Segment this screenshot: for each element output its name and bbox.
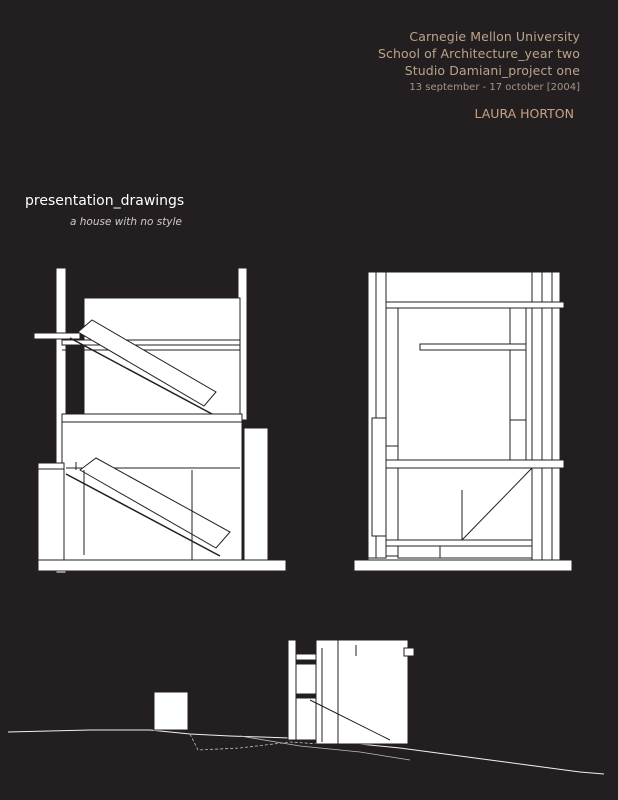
page-subtitle: a house with no style: [70, 216, 182, 228]
author-name: LAURA HORTON: [474, 106, 574, 121]
section-drawing-right: [354, 272, 572, 571]
school-name: School of Architecture_year two: [377, 46, 580, 61]
university-name: Carnegie Mellon University: [409, 29, 580, 44]
site-section-drawing: [8, 640, 604, 774]
page-title: presentation_drawings: [25, 193, 185, 209]
project-dates: 13 september - 17 october [2004]: [409, 82, 580, 93]
studio-name: Studio Damiani_project one: [404, 63, 580, 78]
section-drawing-left: [34, 268, 286, 573]
